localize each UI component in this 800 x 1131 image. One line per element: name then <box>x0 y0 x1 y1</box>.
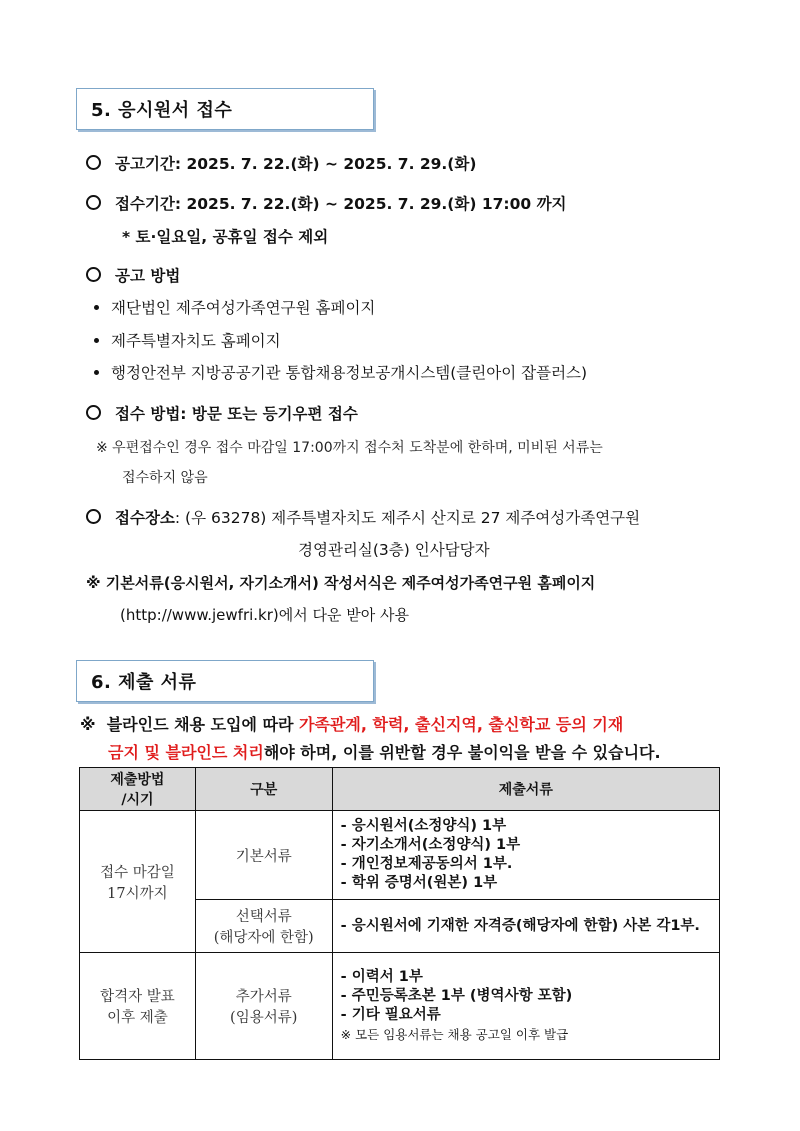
optional-docs-list: - 응시원서에 기재한 자격증(해당자에 한함) 사본 각1부. <box>332 900 719 953</box>
receipt-exclusion: * 토·일요일, 공휴일 접수 제외 <box>122 228 329 246</box>
table-header-row <box>80 768 720 811</box>
receipt-place-line2: 경영관리실(3층) 인사담당자 <box>298 541 490 559</box>
submission-documents-table <box>79 767 720 1060</box>
table-row <box>80 953 720 1060</box>
announce-method-item: 재단법인 제주여성가족연구원 홈페이지 <box>94 296 375 318</box>
dot-bullet-icon <box>94 338 99 343</box>
basic-docs-list: - 응시원서(소정양식) 1부 - 자기소개서(소정양식) 1부 - 개인정보제공동의서 1부. - 학위 증명서(원본) 1부 <box>332 811 719 900</box>
dot-bullet-icon <box>94 305 99 310</box>
postal-note-line2: 접수하지 않음 <box>122 470 208 486</box>
postal-note-line1: ※ 우편접수인 경우 접수 마감일 17:00까지 접수처 도착분에 한하며, 미비된 서류는 <box>96 440 603 456</box>
blind-notice-line2: 금지 및 블라인드 처리해야 하며, 이를 위반할 경우 불이익을 받을 수 있습니다. <box>108 743 661 762</box>
announce-method-item: 제주특별자치도 홈페이지 <box>94 329 281 351</box>
section-5-header <box>76 88 374 130</box>
extra-docs-note: ※ 모든 임용서류는 채용 공고일 이후 발급 <box>340 1027 569 1042</box>
section-5-title: 5. 응시원서 접수 <box>91 100 233 121</box>
circle-bullet-icon <box>86 155 101 170</box>
table-row <box>80 811 720 900</box>
header-category: 구분 <box>195 768 332 811</box>
forms-note-line2: (http://www.jewfri.kr)에서 다운 받아 사용 <box>120 606 409 624</box>
deadline-cell: 접수 마감일 17시까지 <box>80 811 196 953</box>
receipt-period: 접수기간: 2025. 7. 22.(화) ~ 2025. 7. 29.(화) 17:00 까지 <box>86 192 567 214</box>
circle-bullet-icon <box>86 509 101 524</box>
section-6-title: 6. 제출 서류 <box>91 672 197 693</box>
circle-bullet-icon <box>86 195 101 210</box>
header-documents: 제출서류 <box>332 768 719 811</box>
header-method: 제출방법 /시기 <box>80 768 196 811</box>
extra-docs-list: - 이력서 1부 - 주민등록초본 1부 (병역사항 포함) - 기타 필요서류 ※ 모든 임용서류는 채용 공고일 이후 발급 <box>332 953 719 1060</box>
optional-docs-label: 선택서류 (해당자에 한함) <box>195 900 332 953</box>
announce-period: 공고기간: 2025. 7. 22.(화) ~ 2025. 7. 29.(화) <box>86 152 476 174</box>
announce-method-title: 공고 방법 <box>86 264 180 286</box>
circle-bullet-icon <box>86 405 101 420</box>
announce-method-item: 행정안전부 지방공공기관 통합채용정보공개시스템(클린아이 잡플러스) <box>94 361 587 383</box>
section-6-header <box>76 660 374 702</box>
after-announcement-cell: 합격자 발표 이후 제출 <box>80 953 196 1060</box>
forms-note-line1: ※ 기본서류(응시원서, 자기소개서) 작성서식은 제주여성가족연구원 홈페이지 <box>86 574 596 592</box>
circle-bullet-icon <box>86 267 101 282</box>
receipt-method: 접수 방법: 방문 또는 등기우편 접수 <box>86 402 358 424</box>
blind-notice-line1: ※ 블라인드 채용 도입에 따라 가족관계, 학력, 출신지역, 출신학교 등의 기재 <box>80 715 624 734</box>
receipt-place: 접수장소: (우 63278) 제주특별자치도 제주시 산지로 27 제주여성가족연구원 <box>86 506 640 528</box>
basic-docs-label: 기본서류 <box>195 811 332 900</box>
extra-docs-label: 추가서류 (임용서류) <box>195 953 332 1060</box>
dot-bullet-icon <box>94 370 99 375</box>
